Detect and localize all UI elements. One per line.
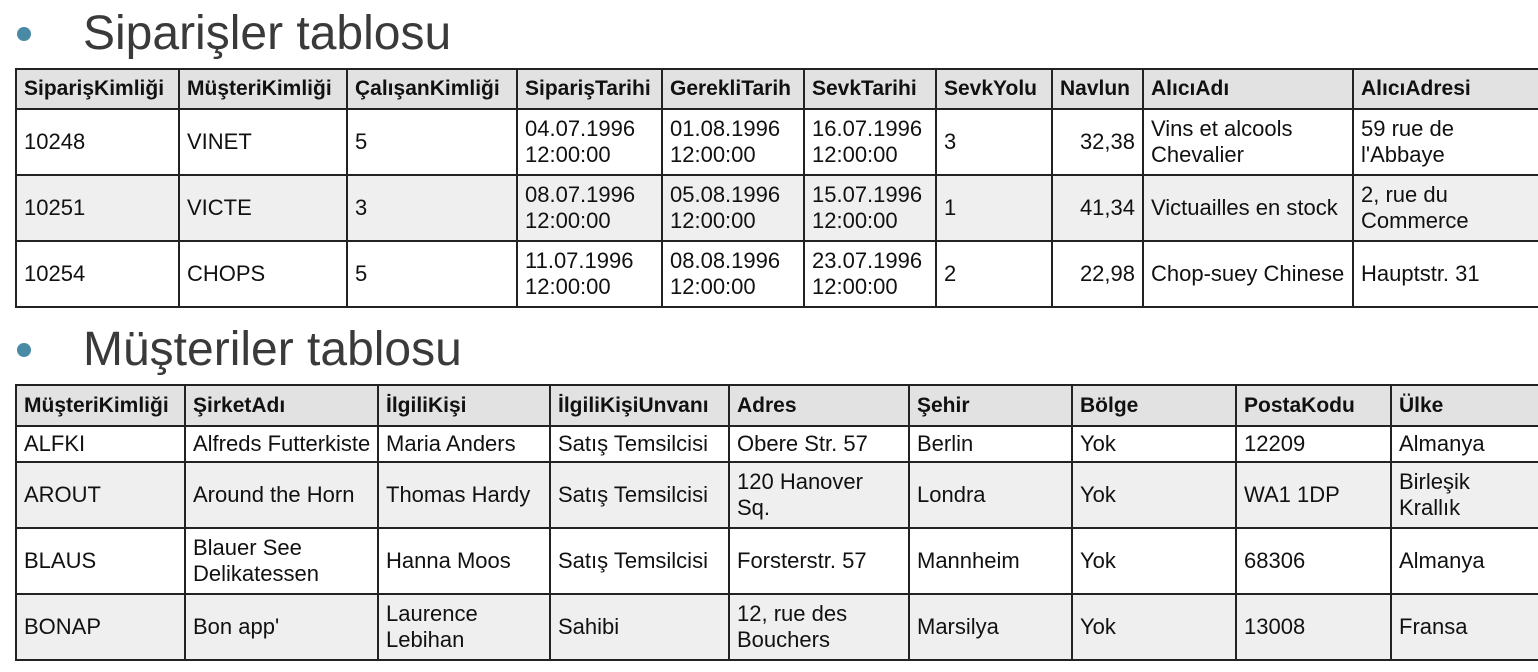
table-cell: Mannheim: [909, 528, 1072, 594]
table-cell: 12209: [1236, 426, 1391, 462]
table-cell: 120 Hanover Sq.: [729, 462, 909, 528]
table-cell: 5: [347, 241, 517, 307]
table-cell: 04.07.1996 12:00:00: [517, 109, 662, 175]
table-cell: Vins et alcools Chevalier: [1143, 109, 1353, 175]
customers-table: [15, 384, 1538, 661]
table-cell: 16.07.1996 12:00:00: [804, 109, 936, 175]
table-cell: 01.08.1996 12:00:00: [662, 109, 804, 175]
table-row: [16, 109, 1538, 175]
table-cell: 32,38: [1052, 109, 1143, 175]
table-cell: Hanna Moos: [378, 528, 550, 594]
table-cell: Marsilya: [909, 594, 1072, 660]
column-header: MüşteriKimliği: [179, 69, 347, 109]
table-cell: Yok: [1072, 462, 1236, 528]
column-header: ŞirketAdı: [185, 385, 378, 426]
table-cell: Londra: [909, 462, 1072, 528]
table-cell: 5: [347, 109, 517, 175]
bullet-icon: [17, 343, 31, 357]
column-header: Ülke: [1391, 385, 1538, 426]
column-header: SevkTarihi: [804, 69, 936, 109]
table-row: [16, 426, 1538, 462]
table-cell: Satış Temsilcisi: [550, 462, 729, 528]
column-header: İlgiliKişi: [378, 385, 550, 426]
bullet-icon: [17, 27, 31, 41]
table-cell: 10251: [16, 175, 179, 241]
column-header: MüşteriKimliği: [16, 385, 185, 426]
table-cell: 22,98: [1052, 241, 1143, 307]
table-cell: Yok: [1072, 426, 1236, 462]
table-cell: 2, rue du Commerce: [1353, 175, 1538, 241]
table-cell: BLAUS: [16, 528, 185, 594]
table-cell: 59 rue de l'Abbaye: [1353, 109, 1538, 175]
table-cell: Forsterstr. 57: [729, 528, 909, 594]
table-cell: 15.07.1996 12:00:00: [804, 175, 936, 241]
column-header: Bölge: [1072, 385, 1236, 426]
customers-header-row: [16, 385, 1538, 426]
table-row: [16, 528, 1538, 594]
table-cell: Alfreds Futterkiste: [185, 426, 378, 462]
table-cell: CHOPS: [179, 241, 347, 307]
table-row: [16, 241, 1538, 307]
customers-heading-text: Müşteriler tablosu: [83, 323, 462, 376]
table-row: [16, 462, 1538, 528]
orders-heading: [0, 6, 451, 62]
column-header: Adres: [729, 385, 909, 426]
column-header: PostaKodu: [1236, 385, 1391, 426]
table-cell: WA1 1DP: [1236, 462, 1391, 528]
table-cell: 23.07.1996 12:00:00: [804, 241, 936, 307]
table-cell: VINET: [179, 109, 347, 175]
table-cell: 3: [347, 175, 517, 241]
table-cell: Fransa: [1391, 594, 1538, 660]
table-cell: 3: [936, 109, 1052, 175]
table-cell: Yok: [1072, 528, 1236, 594]
table-row: [16, 175, 1538, 241]
orders-header-row: [16, 69, 1538, 109]
table-cell: AROUT: [16, 462, 185, 528]
column-header: AlıcıAdresi: [1353, 69, 1538, 109]
orders-table: [15, 68, 1538, 308]
table-cell: ALFKI: [16, 426, 185, 462]
table-cell: Chop-suey Chinese: [1143, 241, 1353, 307]
column-header: GerekliTarih: [662, 69, 804, 109]
table-cell: VICTE: [179, 175, 347, 241]
table-cell: 41,34: [1052, 175, 1143, 241]
column-header: İlgiliKişiUnvanı: [550, 385, 729, 426]
table-cell: 10254: [16, 241, 179, 307]
table-cell: Bon app': [185, 594, 378, 660]
table-cell: 12, rue des Bouchers: [729, 594, 909, 660]
table-cell: BONAP: [16, 594, 185, 660]
customers-heading: [0, 322, 462, 378]
column-header: AlıcıAdı: [1143, 69, 1353, 109]
table-cell: Yok: [1072, 594, 1236, 660]
column-header: ÇalışanKimliği: [347, 69, 517, 109]
table-cell: Hauptstr. 31: [1353, 241, 1538, 307]
table-cell: 05.08.1996 12:00:00: [662, 175, 804, 241]
table-cell: Berlin: [909, 426, 1072, 462]
table-cell: Obere Str. 57: [729, 426, 909, 462]
table-cell: Birleşik Krallık: [1391, 462, 1538, 528]
table-row: [16, 594, 1538, 660]
table-cell: 08.07.1996 12:00:00: [517, 175, 662, 241]
table-cell: 08.08.1996 12:00:00: [662, 241, 804, 307]
column-header: Şehir: [909, 385, 1072, 426]
table-cell: Satış Temsilcisi: [550, 426, 729, 462]
table-cell: Almanya: [1391, 528, 1538, 594]
table-cell: Sahibi: [550, 594, 729, 660]
column-header: SiparişKimliği: [16, 69, 179, 109]
orders-heading-text: Siparişler tablosu: [83, 7, 452, 60]
table-cell: 11.07.1996 12:00:00: [517, 241, 662, 307]
table-cell: Around the Horn: [185, 462, 378, 528]
table-cell: Laurence Lebihan: [378, 594, 550, 660]
table-cell: Thomas Hardy: [378, 462, 550, 528]
table-cell: Satış Temsilcisi: [550, 528, 729, 594]
table-cell: Victuailles en stock: [1143, 175, 1353, 241]
table-cell: 68306: [1236, 528, 1391, 594]
table-cell: 2: [936, 241, 1052, 307]
table-cell: 13008: [1236, 594, 1391, 660]
column-header: Navlun: [1052, 69, 1143, 109]
table-cell: 10248: [16, 109, 179, 175]
table-cell: Maria Anders: [378, 426, 550, 462]
table-cell: 1: [936, 175, 1052, 241]
table-cell: Almanya: [1391, 426, 1538, 462]
column-header: SiparişTarihi: [517, 69, 662, 109]
column-header: SevkYolu: [936, 69, 1052, 109]
table-cell: Blauer See Delikatessen: [185, 528, 378, 594]
